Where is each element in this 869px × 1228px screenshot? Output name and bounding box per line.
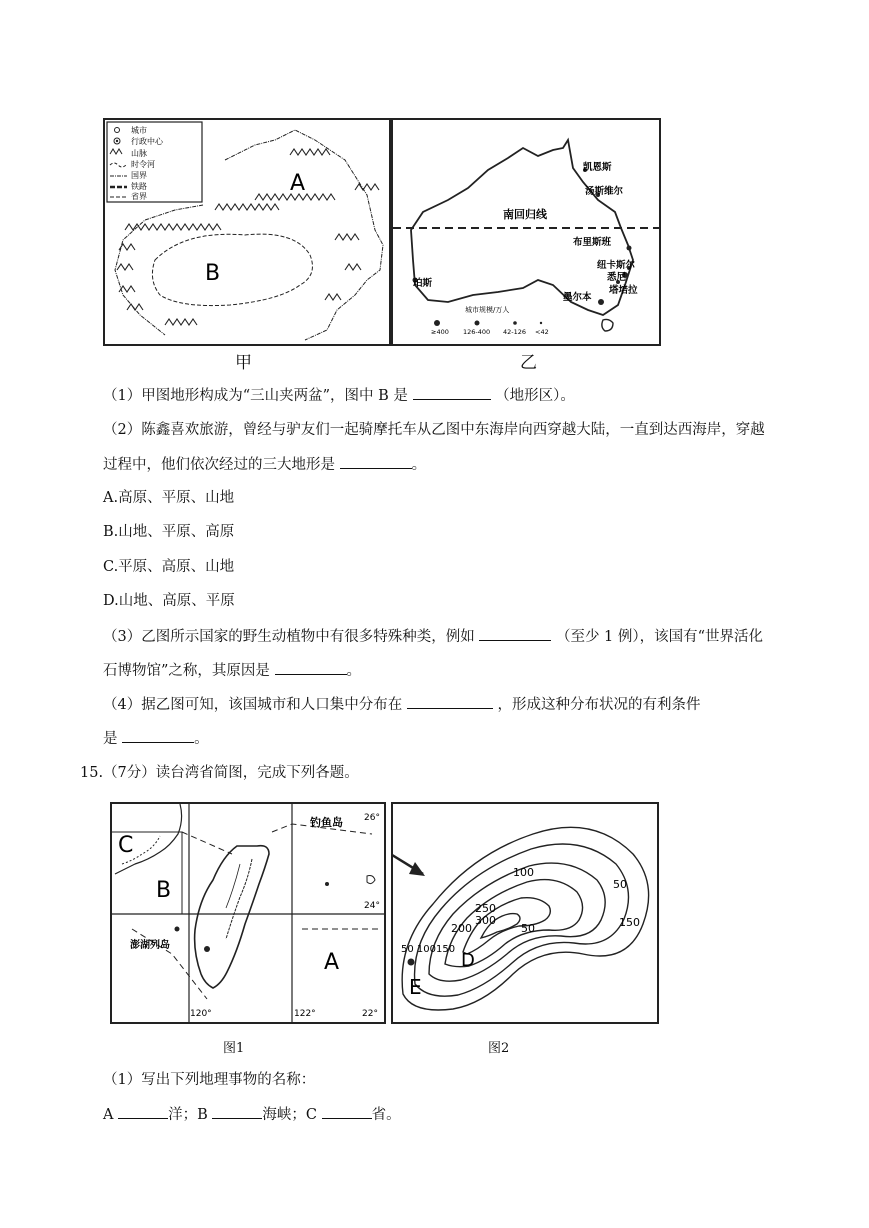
map-diaoyu <box>391 802 659 1024</box>
label-b: B <box>156 878 172 903</box>
map-yi <box>391 118 661 346</box>
option-a: A.高原、平原、山地 <box>103 490 235 506</box>
map-taiwan-graphic <box>112 804 384 1022</box>
option-b: B.山地、平原、高原 <box>103 524 235 540</box>
legend-border: 国界 <box>131 171 147 180</box>
q14-part2-line2: 过程中，他们依次经过的三大地形是 。 <box>103 454 426 475</box>
answer-blank-6[interactable] <box>122 728 194 743</box>
contour-50-b: 50 <box>521 922 535 935</box>
caption-fig1: 图1 <box>223 1041 245 1056</box>
answer-blank-province[interactable] <box>322 1104 372 1119</box>
map-diaoyu-graphic <box>393 804 657 1022</box>
label-c: C <box>118 833 134 858</box>
yi-legend-1: ≥400 <box>431 328 449 336</box>
city-newcastle: 纽卡斯尔 <box>597 260 636 271</box>
q15-heading: 15.（7分）读台湾省简图，完成下列各题。 <box>80 765 359 781</box>
tropic-label: 南回归线 <box>503 208 547 221</box>
label-lon120: 120° <box>190 1009 212 1019</box>
q14-part3-line1: （3）乙图所示国家的野生动植物中有很多特殊种类，例如 （至少 1 例），该国有“世界活化 <box>103 626 763 647</box>
city-townsville: 汤斯维尔 <box>585 186 624 197</box>
legend-river: 时令河 <box>131 160 155 169</box>
q14-part2-line1: （2）陈鑫喜欢旅游，曾经与驴友们一起骑摩托车从乙图中东海岸向西穿越大陆，一直到达西海岸，穿越 <box>103 422 765 438</box>
q14-part1: （1）甲图地形构成为“三山夹两盆”，图中 B 是 （地形区）。 <box>103 385 575 406</box>
contour-250: 250 <box>475 902 496 915</box>
contour-300: 300 <box>475 914 496 927</box>
label-diaoyu: 钓鱼岛 <box>310 816 343 829</box>
legend-city: 城市 <box>131 126 147 135</box>
caption-yi: 乙 <box>520 353 537 373</box>
city-cairns: 凯恩斯 <box>583 162 612 173</box>
city-brisbane: 布里斯班 <box>573 237 612 248</box>
legend-mountain: 山脉 <box>131 149 147 158</box>
map-jia <box>103 118 391 346</box>
city-sydney: 悉尼 <box>607 272 627 283</box>
yi-legend-2: 126-400 <box>463 328 491 336</box>
legend-admin: 行政中心 <box>131 137 163 146</box>
label-d: D <box>461 950 475 971</box>
map-taiwan <box>110 802 386 1024</box>
yi-legend-title: 城市规模/万人 <box>465 306 510 314</box>
caption-fig2: 图2 <box>488 1041 510 1056</box>
answer-blank-2[interactable] <box>340 454 412 469</box>
contour-50-a: 50 <box>613 878 627 891</box>
label-penghu: 澎湖列岛 <box>130 940 170 951</box>
legend-province: 省界 <box>131 192 147 201</box>
region-a-label: A <box>290 171 306 196</box>
q15-sub1: （1）写出下列地理事物的名称： <box>103 1072 316 1088</box>
answer-blank-4[interactable] <box>275 660 347 675</box>
q14-part3-line2: 石博物馆”之称，其原因是 。 <box>103 660 361 681</box>
city-perth: 珀斯 <box>413 278 433 289</box>
answer-blank-strait[interactable] <box>212 1104 262 1119</box>
map-jia-graphic <box>105 120 389 344</box>
contour-100: 100 <box>513 866 534 879</box>
label-a: A <box>324 950 340 975</box>
label-lat22: 22° <box>362 1009 378 1019</box>
label-e: E <box>409 975 422 999</box>
option-d: D.山地、高原、平原 <box>103 593 235 609</box>
q14-part4-line1: （4）据乙图可知，该国城市和人口集中分布在 ，形成这种分布状况的有利条件 <box>103 694 700 715</box>
yi-legend-4: <42 <box>535 328 549 336</box>
answer-blank-1[interactable] <box>413 385 491 400</box>
contour-150-a: 150 <box>619 916 640 929</box>
yi-legend-3: 42-126 <box>503 328 527 336</box>
label-lat24: 24° <box>364 901 380 911</box>
label-lat26: 26° <box>364 813 380 823</box>
contour-200: 200 <box>451 922 472 935</box>
answer-blank-ocean[interactable] <box>118 1104 168 1119</box>
answer-blank-3[interactable] <box>479 626 551 641</box>
legend-railway: 铁路 <box>131 182 147 191</box>
option-c: C.平原、高原、山地 <box>103 559 235 575</box>
city-canberra: 塔培拉 <box>609 285 638 296</box>
q15-sub1-answers: A 洋；B 海峡；C 省。 <box>103 1104 401 1125</box>
q14-part4-line2: 是 。 <box>103 728 209 749</box>
label-lon122: 122° <box>294 1009 316 1019</box>
map-yi-graphic <box>393 120 659 344</box>
city-melbourne: 墨尔本 <box>563 292 592 303</box>
region-b-label: B <box>205 261 221 286</box>
caption-jia: 甲 <box>235 353 252 373</box>
answer-blank-5[interactable] <box>407 694 493 709</box>
contour-left-values: 50 100150 <box>401 944 456 955</box>
